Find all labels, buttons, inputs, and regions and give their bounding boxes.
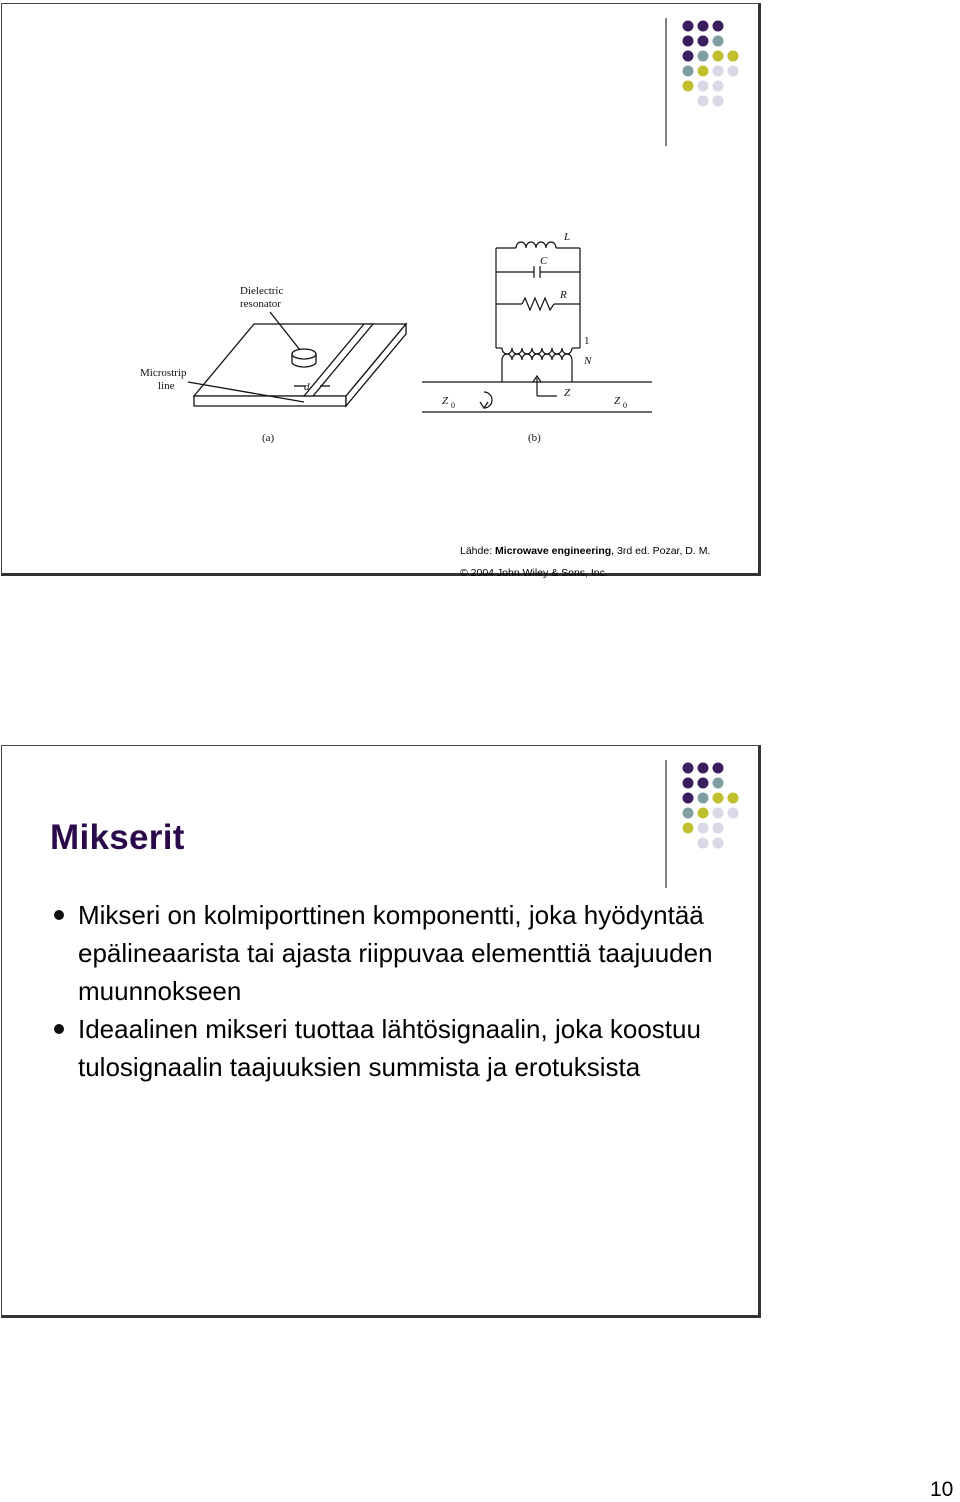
source-line-1	[460, 540, 710, 562]
decorative-dot	[713, 808, 724, 819]
decorative-dot	[728, 51, 739, 62]
label-C: C	[540, 255, 548, 267]
label-Z: Z	[564, 387, 571, 399]
decorative-dot	[683, 793, 694, 804]
decorative-dot	[713, 81, 724, 92]
decorative-dot	[683, 81, 694, 92]
label-Z0-left: Z	[442, 395, 449, 407]
decorative-dot	[698, 778, 709, 789]
decorative-dot	[713, 36, 724, 47]
decorative-dot	[713, 96, 724, 107]
decorative-dot	[713, 778, 724, 789]
decorative-dot	[683, 808, 694, 819]
dielectric-resonator-figure	[132, 226, 662, 452]
decorative-dot	[698, 763, 709, 774]
decorative-dot	[698, 793, 709, 804]
source-book: Microwave engineering	[495, 545, 612, 557]
bullet-list	[52, 896, 752, 1086]
decorative-dot	[683, 36, 694, 47]
decorative-dot	[698, 96, 709, 107]
decorative-dot	[713, 763, 724, 774]
label-Z0-left-sub: 0	[451, 401, 455, 410]
caption-a: (a)	[262, 432, 275, 444]
circuit-drawing	[422, 242, 652, 412]
label-microstrip-2: line	[158, 380, 175, 392]
decorative-dot	[713, 66, 724, 77]
source-citation	[460, 540, 710, 584]
label-microstrip-1: Microstrip	[140, 367, 187, 379]
decorative-dot	[683, 66, 694, 77]
decorative-dot	[698, 36, 709, 47]
label-1: 1	[584, 335, 590, 347]
decorative-dot	[698, 823, 709, 834]
label-Z0-right-sub: 0	[623, 401, 627, 410]
caption-b: (b)	[528, 432, 541, 444]
label-d: d	[304, 381, 310, 393]
decorative-dot	[713, 823, 724, 834]
bullet-dot-icon	[54, 1024, 64, 1034]
decorative-dot-grid	[662, 760, 762, 890]
decorative-dot	[683, 778, 694, 789]
decorative-dot	[698, 51, 709, 62]
label-dielectric-2: resonator	[240, 298, 281, 310]
decorative-dot	[683, 21, 694, 32]
source-prefix: Lähde:	[460, 545, 496, 557]
source-copyright: © 2004 John Wiley & Sons, Inc.	[460, 567, 608, 579]
decorative-dot	[713, 21, 724, 32]
decorative-dot	[728, 808, 739, 819]
bullet-item	[52, 1010, 752, 1086]
bullet-text: Ideaalinen mikseri tuottaa lähtösignaalin, joka koostuu tulosignaalin taajuuksien summista ja erotuksista	[78, 1014, 701, 1082]
slide-title: Mikserit	[50, 818, 185, 857]
decorative-dot-grid	[662, 18, 762, 148]
label-R: R	[560, 289, 567, 301]
decorative-dot	[698, 66, 709, 77]
label-Z0-right: Z	[614, 395, 621, 407]
label-L: L	[564, 231, 571, 243]
decorative-dot	[683, 51, 694, 62]
label-N: N	[584, 355, 592, 367]
decorative-dot	[728, 793, 739, 804]
slide-2	[1, 745, 761, 1318]
source-suffix: , 3rd ed. Pozar, D. M.	[611, 545, 711, 557]
bullet-item	[52, 896, 752, 1010]
label-dielectric-1: Dielectric	[240, 285, 284, 297]
decorative-dot	[713, 838, 724, 849]
decorative-dot	[698, 808, 709, 819]
page-number: 10	[930, 1478, 954, 1501]
decorative-dot	[713, 51, 724, 62]
decorative-dot	[728, 66, 739, 77]
slide-1	[1, 3, 761, 579]
decorative-dot	[698, 81, 709, 92]
decorative-dot	[698, 21, 709, 32]
decorative-dot	[683, 823, 694, 834]
bullet-dot-icon	[54, 910, 64, 920]
bullet-text: Mikseri on kolmiporttinen komponentti, joka hyödyntää epälineaarista tai ajasta riippuvaa elementtiä taajuuden muunnokseen	[78, 900, 713, 1006]
decorative-dot	[698, 838, 709, 849]
decorative-dot	[713, 793, 724, 804]
decorative-dot	[683, 763, 694, 774]
substrate-drawing	[188, 312, 406, 406]
